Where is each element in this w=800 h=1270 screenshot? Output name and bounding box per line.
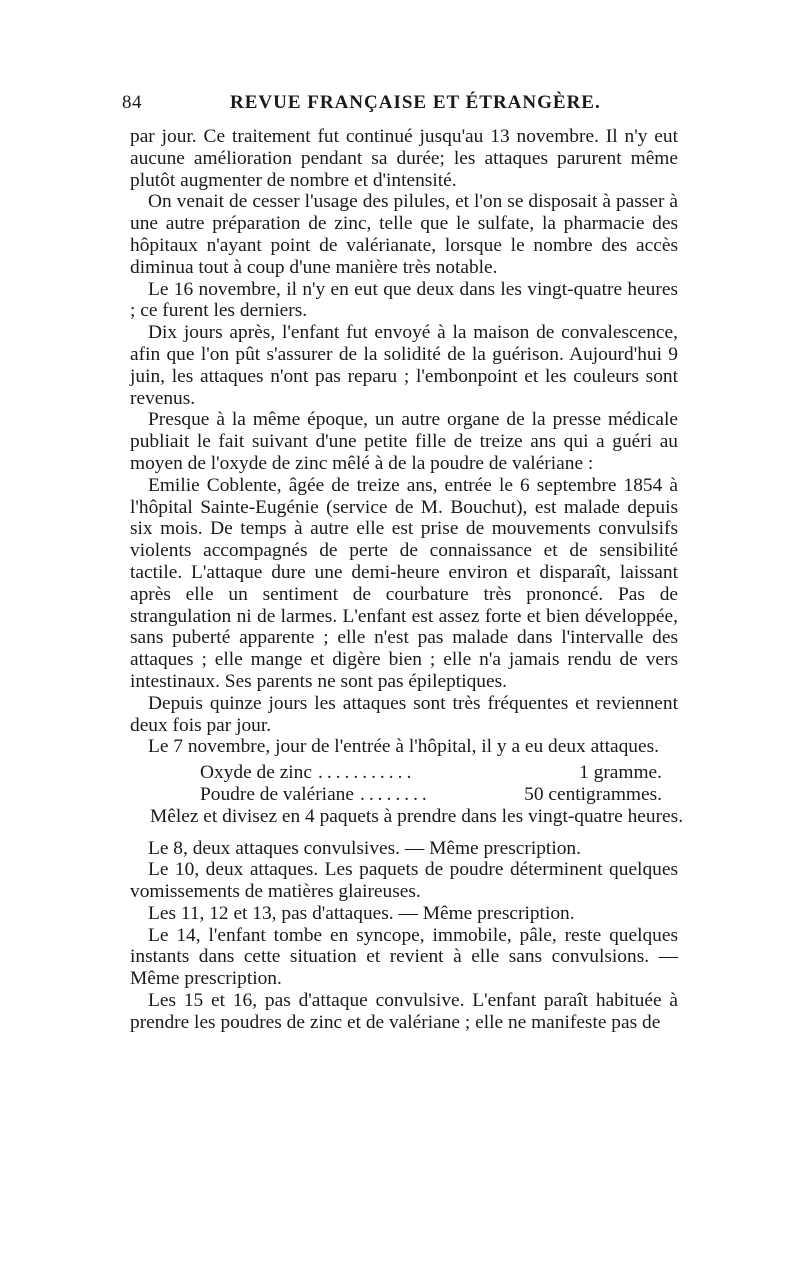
prescription-item-name: Oxyde de zinc <box>200 762 312 784</box>
paragraph: Le 7 novembre, jour de l'entrée à l'hôpital, il y a eu deux attaques. <box>148 736 659 758</box>
paragraph: par jour. Ce traitement fut continué jusqu'au 13 novembre. Il n'y eut aucune amélioration pendant sa durée; les attaques parurent même plutôt augmenter de nombre et d'intensité. <box>130 126 678 191</box>
paragraph: Le 16 novembre, il n'y en eut que deux dans les vingt-quatre heures ; ce furent les derniers. <box>130 278 678 322</box>
prescription-item-dose: 1 gramme. <box>579 762 662 784</box>
paragraph: Presque à la même époque, un autre organe de la presse médicale publiait le fait suivant d'une petite fille de treize ans qui a guéri au moyen de l'oxyde de zinc mêlé à de la poudre de valériane : <box>130 409 678 474</box>
prescription-block <box>130 762 684 827</box>
paragraph: On venait de cesser l'usage des pilules, et l'on se disposait à passer à une autre préparation de zinc, telle que le sulfate, la pharmacie des hôpitaux n'ayant point de valérianate, lorsque le nombre des accès diminua tout à coup d'une manière très notable. <box>130 191 678 278</box>
leader-dots: ........ <box>359 783 431 805</box>
prescription-item <box>200 784 662 806</box>
paragraph: Le 14, l'enfant tombe en syncope, immobile, pâle, reste quelques instants dans cette situation et revient à elle sans convulsions. — Même prescription. <box>130 924 678 990</box>
paragraph: Dix jours après, l'enfant fut envoyé à la maison de convalescence, afin que l'on pût s'assurer de la solidité de la guérison. Aujourd'hui 9 juin, les attaques n'ont pas reparu ; l'embonpoint et les couleurs sont revenus. <box>130 322 678 409</box>
prescription-item <box>200 762 662 784</box>
paragraph: Le 8, deux attaques convulsives. — Même prescription. <box>148 837 581 859</box>
paragraph: Le 10, deux attaques. Les paquets de poudre déterminent quelques vomissements de matières glaireuses. <box>130 859 678 903</box>
paragraph: Les 15 et 16, pas d'attaque convulsive. L'enfant paraît habituée à prendre les poudres de zinc et de valériane ; elle ne manifeste pas de <box>130 990 678 1033</box>
page-number: 84 <box>122 92 142 113</box>
paragraph: Depuis quinze jours les attaques sont très fréquentes et reviennent deux fois par jour. <box>130 692 678 736</box>
page-header <box>122 92 674 118</box>
page-body <box>130 126 684 1034</box>
running-title: REVUE FRANÇAISE ET ÉTRANGÈRE. <box>230 92 601 113</box>
paragraph: Emilie Coblente, âgée de treize ans, entrée le 6 septembre 1854 à l'hôpital Sainte-Eugénie (service de M. Bouchut), est malade depuis six mois. De temps à autre elle est prise de mouvements convulsifs violents accompagnés de perte de connaissance et de sensibilité tactile. L'attaque dure une demi-heure environ et disparaît, laissant après elle un sentiment de courbature très prononcé. Pas de strangulation ni de larmes. L'enfant est assez forte et bien développée, sans puberté apparente ; elle n'est pas malade dans l'intervalle des attaques ; elle mange et digère bien ; elle n'a jamais rendu de vers intestinaux. Ses parents ne sont pas épileptiques. <box>130 474 678 692</box>
prescription-item-dose: 50 centigrammes. <box>524 783 662 805</box>
prescription-item-name: Poudre de valériane <box>200 783 354 805</box>
leader-dots: ........... <box>318 762 416 784</box>
prescription-instruction: Mêlez et divisez en 4 paquets à prendre dans les vingt-quatre heures. <box>150 805 684 827</box>
paragraph: Les 11, 12 et 13, pas d'attaques. — Même prescription. <box>148 902 575 924</box>
